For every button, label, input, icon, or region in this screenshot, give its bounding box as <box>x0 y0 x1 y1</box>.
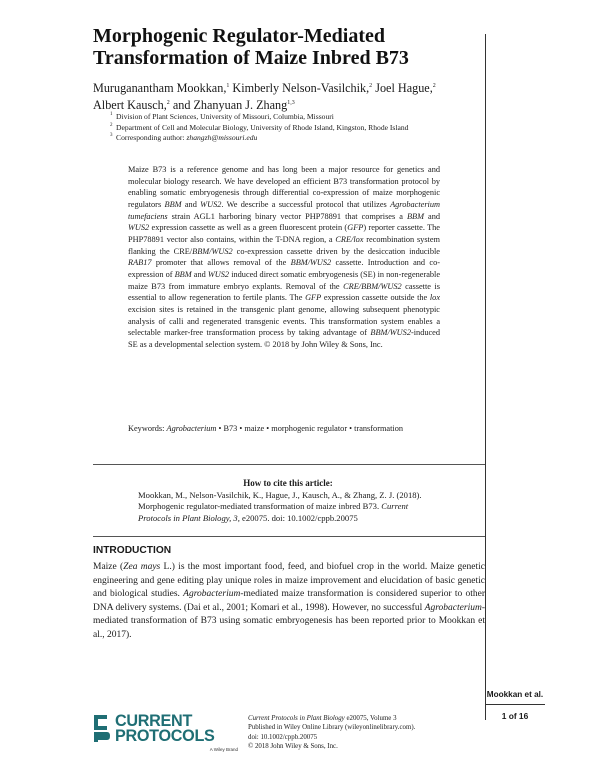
sidebar-divider <box>485 704 545 705</box>
citation-box <box>128 478 448 525</box>
author-affiliation-marker: 1,3 <box>287 100 295 106</box>
corresponding-email-link[interactable]: zhangzh@missouri.edu <box>186 133 258 143</box>
footer-copyright: © 2018 John Wiley & Sons, Inc. <box>248 743 338 751</box>
footer-doi[interactable]: doi: 10.1002/cppb.20075 <box>248 733 318 741</box>
affiliation: 3 Corresponding author: zhangzh@missouri.edu <box>110 133 258 143</box>
author-name: and Zhanyuan J. Zhang <box>172 98 288 112</box>
logo-word-current: CURRENT <box>115 712 193 730</box>
running-author: Mookkan et al. <box>486 690 544 699</box>
keyword: morphogenic regulator <box>271 424 348 433</box>
keyword: Agrobacterium <box>166 424 217 433</box>
author-affiliation-marker: 1 <box>226 83 230 89</box>
keyword: maize <box>244 424 265 433</box>
author-list <box>93 79 473 113</box>
citation-heading: How to cite this article: <box>243 478 333 488</box>
author-name: Joel Hague, <box>375 81 433 95</box>
keyword: transformation <box>354 424 404 433</box>
publication-footer: Current Protocols in Plant Biology e20075, Volume 3 Published in Wiley Online Library (wileyonlinelibrary.com). doi: 10.1002/cppb.20075 © 2018 John Wiley & Sons, Inc. <box>248 714 478 752</box>
section-heading-introduction: INTRODUCTION <box>93 545 172 556</box>
current-protocols-logo <box>93 713 238 753</box>
footer-journal: Current Protocols in Plant Biology <box>248 715 345 722</box>
affiliation-list <box>110 112 480 144</box>
keywords: Keywords: Agrobacterium • B73 • maize • morphogenic regulator • transformation <box>128 424 404 433</box>
paper-title: Morphogenic Regulator-Mediated Transformation of Maize Inbred B73 <box>93 25 409 69</box>
affiliation: 1 Division of Plant Sciences, University of Missouri, Columbia, Missouri <box>110 112 334 121</box>
introduction-paragraph: Maize (Zea mays L.) is the most important food, feed, and biofuel crop in the world. Maize genetic engineering and gene editing play unique roles in maize improvement and elucidation of basic genetic and biological studies. Agrobacterium-mediated maize transformation is considered superior to other DNA delivery systems. (Dai et al., 2001; Komari et al., 1998). However, no successful Agrobacterium-mediated transformation of B73 using somatic embryogenesis has been reported prior to Mookkan et al., 2017). <box>93 562 485 640</box>
citation-top-rule <box>93 464 485 465</box>
logo-mark-icon <box>93 713 111 743</box>
author-affiliation-marker: 2 <box>369 83 373 89</box>
page-number: 1 of 16 <box>501 711 529 721</box>
author-name: Albert Kausch, <box>93 98 167 112</box>
logo-tagline: A Wiley Brand <box>209 747 238 752</box>
margin-rule <box>485 34 486 720</box>
footer-published: Published in Wiley Online Library (wileyonlinelibrary.com). <box>248 724 416 732</box>
logo-word-protocols: PROTOCOLS <box>115 727 215 745</box>
keywords-label: Keywords: <box>128 424 165 433</box>
author-affiliation-marker: 2 <box>432 83 436 89</box>
abstract: Maize B73 is a reference genome and has long been a major resource for genetics and molecular biology research. We have developed an efficient B73 transformation protocol by enabling somatic embryogenesis through differential co-expression of maize morphogenic regulators BBM and WUS2. We describe a successful protocol that utilizes Agrobacterium tumefaciens strain AGL1 harboring binary vector PHP78891 that comprises a BBM and WUS2 expression cassette as well as a green fluorescent protein (GFP) reporter cassette. The PHP78891 vector also contains, within the T-DNA region, a CRE/lox recombination system flanking the CRE/BBM/WUS2 co-expression cassette driven by the desiccation inducible RAB17 promoter that allows removal of the BBM/WUS2 cassette. Introduction and co-expression of BBM and WUS2 induced direct somatic embryogenesis (SE) in non-regenerable maize B73 from immature embryo explants. Removal of the CRE/BBM/WUS2 cassette is essential to allow regeneration to fertile plants. The GFP expression cassette outside the lox excision sites is retained in the transgenic plant genome, allowing subsequent phenotypic analysis of calli and regenerated transgenic events. This transformation system enables a selectable marker-free transformation process by taking advantage of BBM/WUS2-induced SE as a developmental selection system. © 2018 by John Wiley & Sons, Inc. <box>128 165 441 349</box>
keyword: B73 <box>223 424 238 433</box>
author-name: Kimberly Nelson-Vasilchik, <box>232 81 370 95</box>
affiliation: 2 Department of Cell and Molecular Biology, University of Rhode Island, Kingston, Rhode Island <box>110 122 409 132</box>
author-name: Muruganantham Mookkan, <box>93 81 227 95</box>
citation-text: Mookkan, M., Nelson-Vasilchik, K., Hague, J., Kausch, A., & Zhang, Z. J. (2018). Morphogenic regulator-mediated transformation of maize inbred B73. Current Protocols in Plant Biology, 3, e20075. doi: 10.1002/cppb.20075 <box>138 489 422 524</box>
author-affiliation-marker: 2 <box>166 100 170 106</box>
citation-bottom-rule <box>93 536 485 537</box>
